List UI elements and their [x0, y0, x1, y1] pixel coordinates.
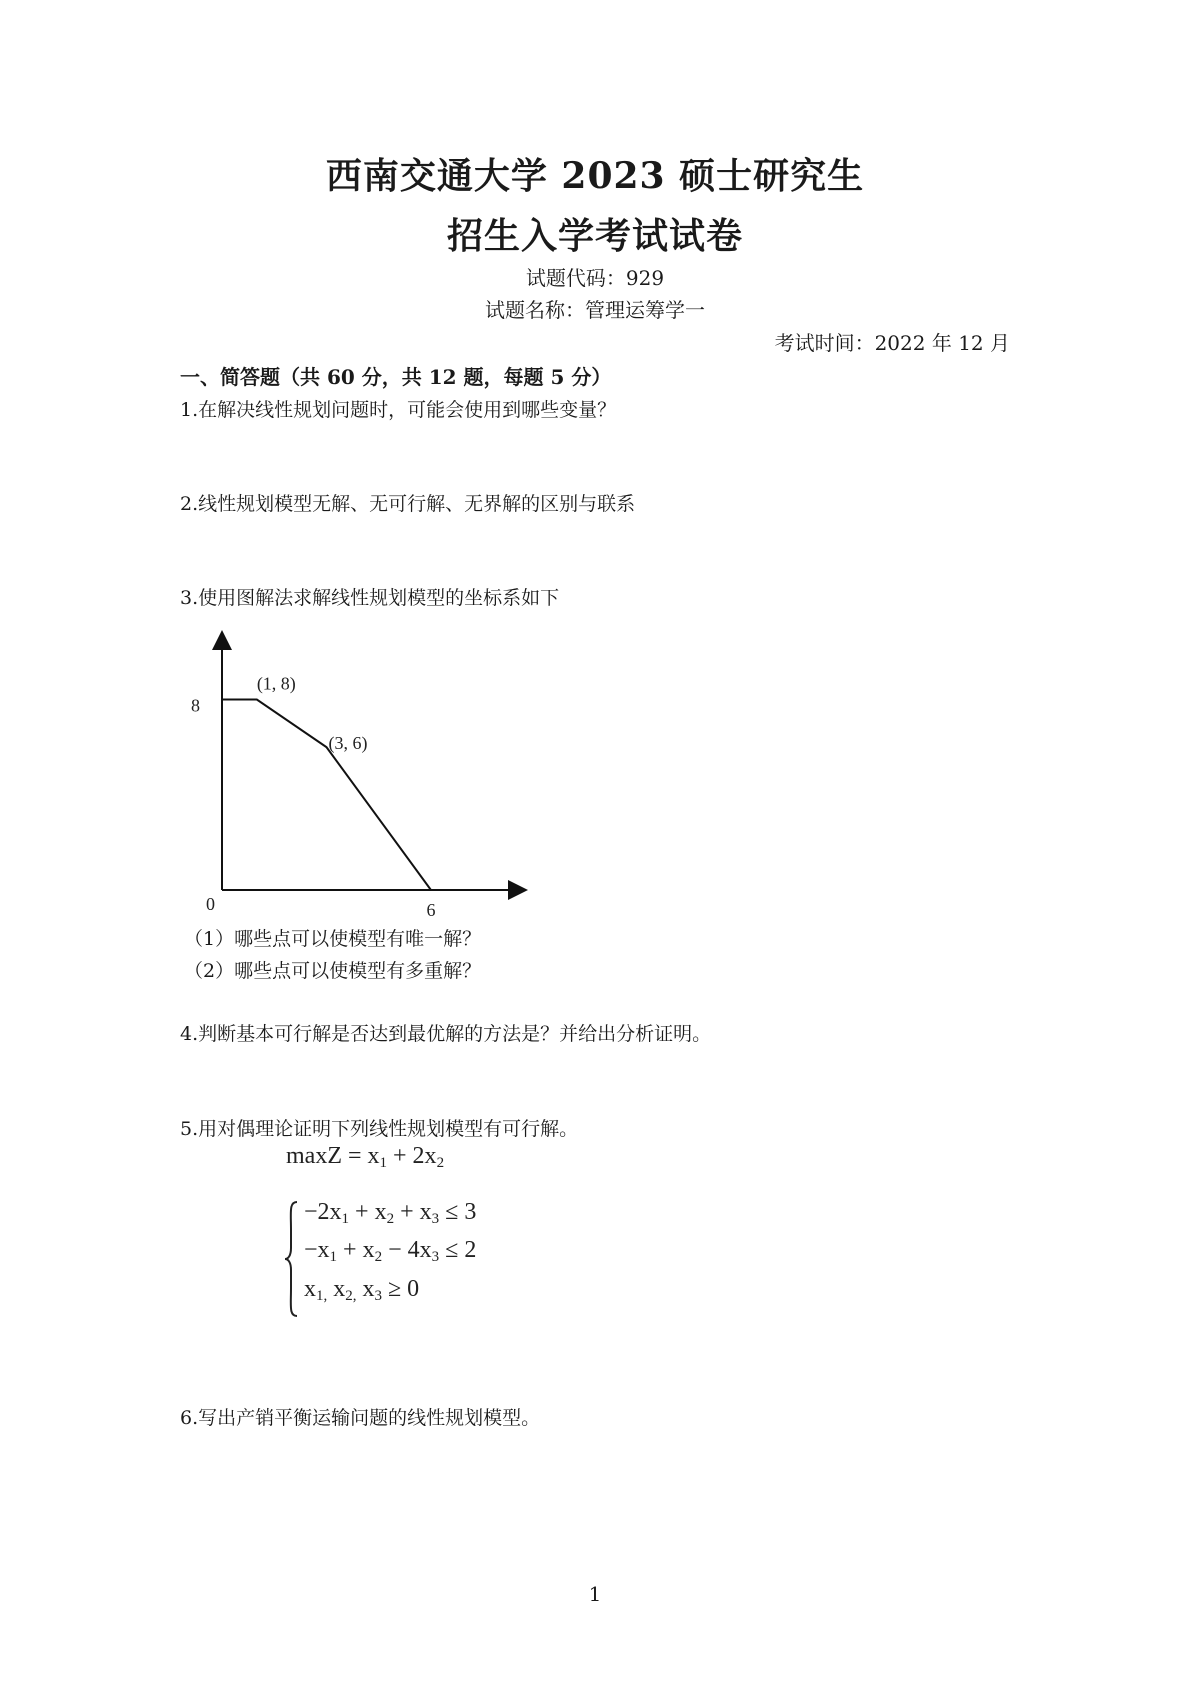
constraint-brace — [284, 1200, 298, 1318]
c1-b: + x — [349, 1199, 387, 1225]
c3-s1: 1, — [316, 1288, 328, 1304]
constraint-1 — [304, 1199, 476, 1228]
question-4: 4.判断基本可行解是否达到最优解的方法是？并给出分析证明。 — [180, 1023, 712, 1045]
question-2: 2.线性规划模型无解、无可行解、无界解的区别与联系 — [180, 493, 636, 515]
c2-s2: 2 — [374, 1249, 383, 1265]
origin-label: 0 — [206, 894, 215, 914]
boundary-line — [222, 700, 431, 890]
objective-sub-1: 1 — [379, 1155, 388, 1171]
c2-c: − 4x — [382, 1237, 432, 1263]
c2-s1: 1 — [329, 1249, 338, 1265]
exam-title-line2: 招生入学考试试卷 — [446, 215, 743, 257]
c1-s3: 3 — [431, 1211, 440, 1227]
question-6: 6.写出产销平衡运输问题的线性规划模型。 — [180, 1407, 541, 1429]
question-1: 1.在解决线性规划问题时，可能会使用到哪些变量？ — [180, 399, 617, 421]
c1-a: −2x — [304, 1199, 342, 1225]
c2-d: ≤ 2 — [439, 1237, 477, 1263]
objective-sub-2: 2 — [436, 1155, 445, 1171]
point-label-3-6: (3, 6) — [328, 733, 368, 754]
c1-c: + x — [394, 1199, 432, 1225]
c2-b: + x — [337, 1237, 375, 1263]
question-3-sub-1: （1）哪些点可以使模型有唯一解？ — [184, 928, 482, 950]
c1-d: ≤ 3 — [439, 1199, 477, 1225]
exam-title-line1: 西南交通大学 2023 硕士研究生 — [325, 155, 865, 197]
c3-s2: 2, — [345, 1288, 357, 1304]
c3-d: ≥ 0 — [382, 1276, 420, 1302]
c1-s2: 2 — [386, 1211, 395, 1227]
objective-function — [286, 1143, 444, 1172]
exam-time: 考试时间：2022 年 12 月 — [774, 331, 1010, 355]
c3-a: x — [304, 1276, 316, 1302]
exam-subject: 试题名称：管理运筹学一 — [485, 298, 705, 322]
point-label-1-8: (1, 8) — [256, 673, 296, 694]
constraint-2 — [304, 1237, 476, 1266]
c3-s3: 3 — [374, 1288, 382, 1304]
c3-c: x — [356, 1276, 375, 1302]
c1-s1: 1 — [341, 1211, 350, 1227]
question-5: 5.用对偶理论证明下列线性规划模型有可行解。 — [180, 1118, 579, 1140]
y-tick-label: 8 — [191, 695, 200, 716]
x-tick-label: 6 — [426, 900, 436, 920]
page-number: 1 — [588, 1582, 602, 1606]
objective-mid: + 2x — [387, 1143, 437, 1169]
constraint-3 — [304, 1276, 419, 1305]
exam-code: 试题代码：929 — [525, 266, 665, 290]
c2-s3: 3 — [431, 1249, 440, 1265]
objective-prefix: maxZ = x — [286, 1143, 380, 1169]
section-heading: 一、简答题（共 60 分，共 12 题，每题 5 分） — [180, 365, 612, 389]
c2-a: −x — [304, 1237, 330, 1263]
feasible-region-chart — [180, 630, 540, 920]
question-3: 3.使用图解法求解线性规划模型的坐标系如下 — [180, 587, 560, 609]
question-3-sub-2: （2）哪些点可以使模型有多重解？ — [184, 960, 482, 982]
c3-b: x — [327, 1276, 346, 1302]
